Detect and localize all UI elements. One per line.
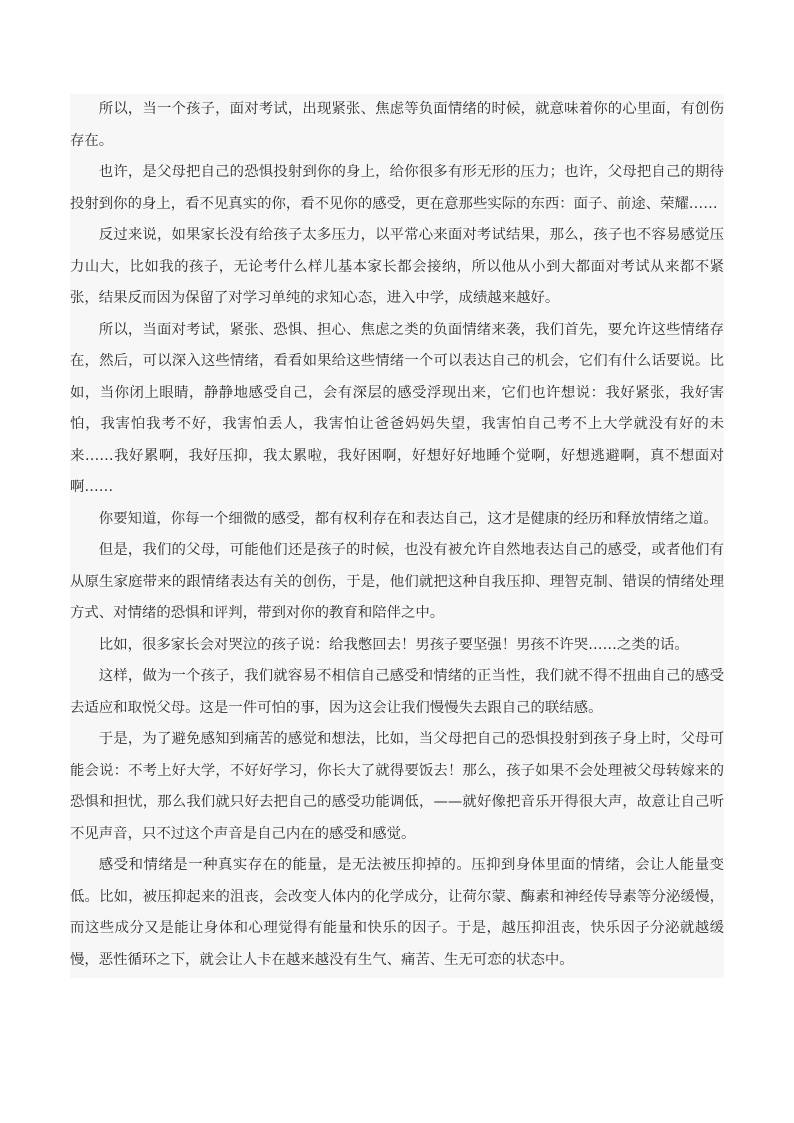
paragraph-1: 所以，当一个孩子，面对考试，出现紧张、焦虑等负面情绪的时候，就意味着你的心里面，有创伤存在。: [70, 101, 724, 149]
paragraph-9: 于是，为了避免感知到痛苦的感觉和想法，比如，当父母把自己的恐惧投射到孩子身上时，父母可能会说：不考上好大学，不好好学习，你长大了就得要饭去！那么，孩子如果不会处理被父母转嫁来的恐惧和担忧，那么我们就只好去把自己的感受功能调低，——就好像把音乐开得很大声，故意让自己听不见声音，只不过这个声音是自己内在的感受和感觉。: [70, 731, 724, 842]
article-body: [70, 94, 724, 978]
paragraph-4: 所以，当面对考试，紧张、恐惧、担心、焦虑之类的负面情绪来袭，我们首先，要允许这些情绪存在，然后，可以深入这些情绪，看看如果给这些情绪一个可以表达自己的机会，它们有什么话要说。比如，当你闭上眼睛，静静地感受自己，会有深层的感受浮现出来，它们也许想说：我好紧张，我好害怕，我害怕我考不好，我害怕丢人，我害怕让爸爸妈妈失望，我害怕自己考不上大学就没有好的未来……我好累啊，我好压抑，我太累啦，我好困啊，好想好好地睡个觉啊，好想逃避啊，真不想面对啊……: [70, 321, 724, 495]
paragraph-7: 比如，很多家长会对哭泣的孩子说：给我憋回去！男孩子要坚强！男孩不许哭……之类的话。: [98, 636, 689, 653]
paragraph-5: 你要知道，你每一个细微的感受，都有权利存在和表达自己，这才是健康的经历和释放情绪之道。: [98, 510, 718, 527]
paragraph-6: 但是，我们的父母，可能他们还是孩子的时候，也没有被允许自然地表达自己的感受，或者他们有从原生家庭带来的跟情绪表达有关的创伤，于是，他们就把这种自我压抑、理智克制、错误的情绪处理方式、对情绪的恐惧和评判，带到对你的教育和陪伴之中。: [70, 542, 724, 621]
paragraph-2: 也许，是父母把自己的恐惧投射到你的身上，给你很多有形无形的压力；也许，父母把自己的期待投射到你的身上，看不见真实的你，看不见你的感受，更在意那些实际的东西：面子、前途、荣耀……: [70, 164, 724, 212]
paragraph-10: 感受和情绪是一种真实存在的能量，是无法被压抑掉的。压抑到身体里面的情绪，会让人能量变低。比如，被压抑起来的沮丧，会改变人体内的化学成分，让荷尔蒙、酶素和神经传导素等分泌缓慢，而这些成分又是能让身体和心理觉得有能量和快乐的因子。于是，越压抑沮丧，快乐因子分泌就越缓慢，恶性循环之下，就会让人卡在越来越没有生气、痛苦、生无可恋的状态中。: [70, 857, 724, 968]
paragraph-3: 反过来说，如果家长没有给孩子太多压力，以平常心来面对考试结果，那么，孩子也不容易感觉压力山大，比如我的孩子，无论考什么样儿基本家长都会接纳，所以他从小到大都面对考试从来都不紧张，结果反而因为保留了对学习单纯的求知心态，进入中学，成绩越来越好。: [70, 227, 724, 306]
paragraph-8: 这样，做为一个孩子，我们就容易不相信自己感受和情绪的正当性，我们就不得不扭曲自己的感受去适应和取悦父母。这是一件可怕的事，因为这会让我们慢慢失去跟自己的联结感。: [70, 668, 724, 716]
